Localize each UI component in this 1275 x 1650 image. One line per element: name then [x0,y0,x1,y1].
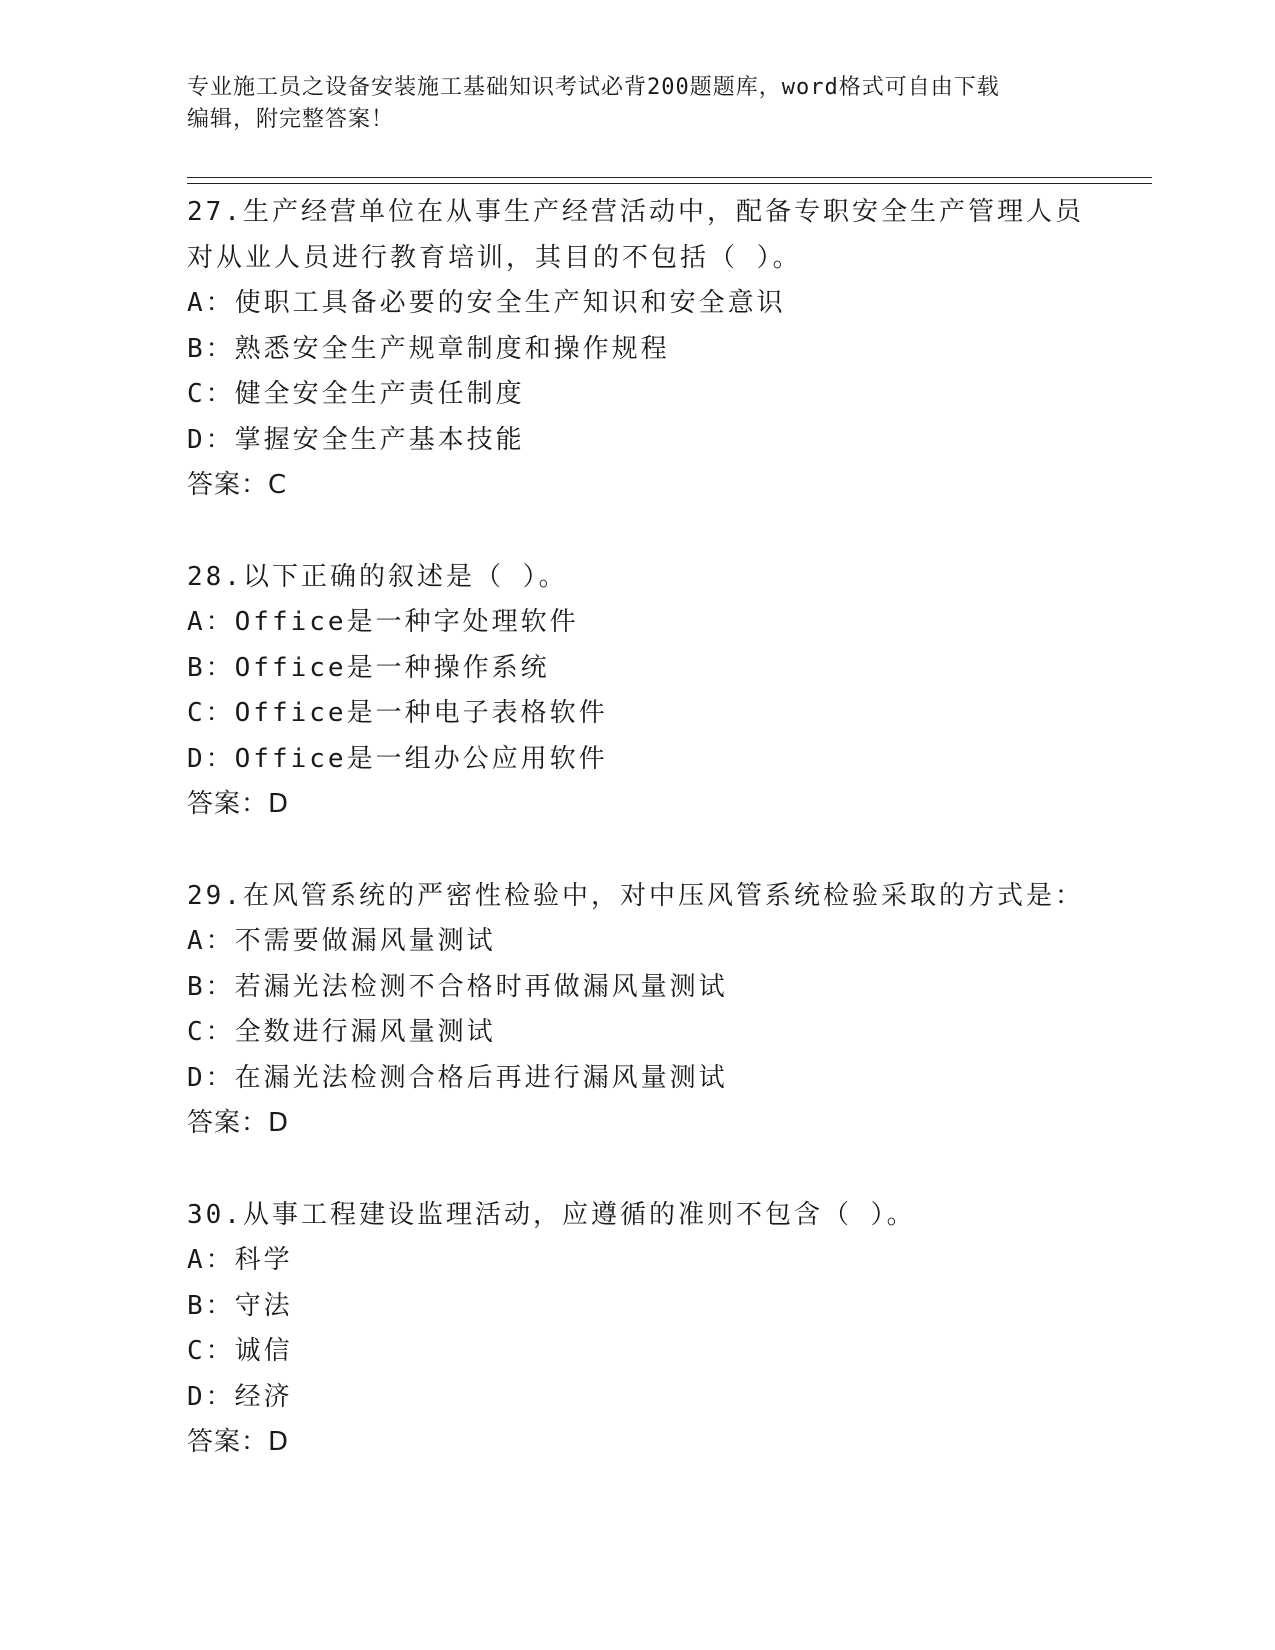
header-divider-top [187,177,1152,178]
answer: 答案：D [187,1427,290,1457]
option-a: A：使职工具备必要的安全生产知识和安全意识 [187,288,786,318]
question-stem: 30.从事工程建设监理活动，应遵循的准则不包含（ ）。 [187,1199,916,1230]
answer: 答案：C [187,470,288,500]
option-d: D：在漏光法检测合格后再进行漏风量测试 [187,1062,728,1093]
question-30 [187,1193,1117,1466]
question-stem: 28.以下正确的叙述是（ ）。 [187,561,568,592]
option-a: A：科学 [187,1245,293,1275]
answer: 答案：D [187,1108,290,1138]
option-b: B：熟悉安全生产规章制度和操作规程 [187,333,670,364]
option-a: A：不需要做漏风量测试 [187,926,496,956]
question-list [187,190,1117,1512]
question-29 [187,874,1117,1147]
option-b: B：Office是一种操作系统 [187,652,550,683]
option-d: D：掌握安全生产基本技能 [187,424,525,455]
question-stem: 27.生产经营单位在从事生产经营活动中，配备专职安全生产管理人员 [187,197,1084,227]
option-b: B：若漏光法检测不合格时再做漏风量测试 [187,971,728,1002]
question-28 [187,555,1117,828]
option-c: C：Office是一种电子表格软件 [187,698,608,728]
option-b: B：守法 [187,1290,293,1321]
header-divider-bottom [187,183,1152,184]
option-d: D：经济 [187,1381,293,1412]
option-d: D：Office是一组办公应用软件 [187,743,608,774]
header-line-2: 编辑，附完整答案！ [187,107,395,132]
option-c: C：健全安全生产责任制度 [187,379,525,409]
header-line-1: 专业施工员之设备安装施工基础知识考试必背200题题库，word格式可自由下载 [187,75,1000,100]
question-stem-continued: 对从业人员进行教育培训，其目的不包括（ ）。 [187,242,802,273]
option-c: C：全数进行漏风量测试 [187,1017,496,1047]
question-stem: 29.在风管系统的严密性检验中，对中压风管系统检验采取的方式是： [187,880,1084,911]
question-27 [187,190,1117,509]
document-header [187,72,1087,136]
option-c: C：诚信 [187,1336,293,1366]
option-a: A：Office是一种字处理软件 [187,607,579,637]
answer: 答案：D [187,789,290,819]
